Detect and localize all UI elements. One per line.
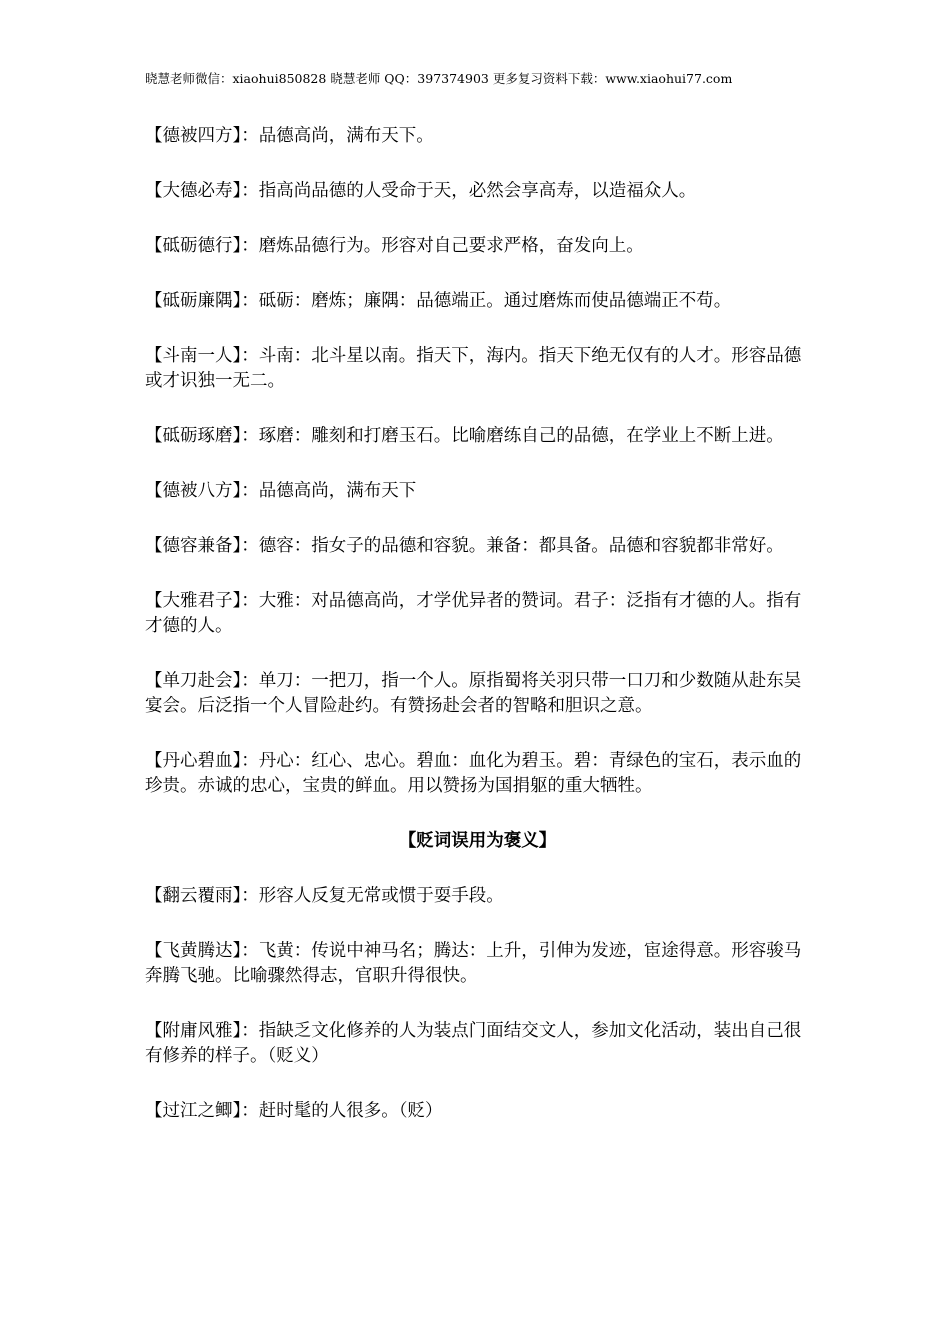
idiom-entry: 【德被八方】：品德高尚，满布天下 (145, 481, 417, 501)
idiom-entry: 【单刀赴会】：单刀：一把刀，指一个人。原指蜀将关羽只带一口刀和少数随从赴东吴宴会。后泛指一个人冒险赴约。有赞扬赴会者的智略和胆识之意。 (145, 671, 802, 716)
idiom-entry: 【砥砺琢磨】：琢磨：雕刻和打磨玉石。比喻磨练自己的品德，在学业上不断上进。 (145, 426, 784, 446)
idiom-entry: 【斗南一人】：斗南：北斗星以南。指天下，海内。指天下绝无仅有的人才。形容品德或才识独一无二。 (145, 346, 802, 391)
idiom-entry: 【丹心碧血】：丹心：红心、忠心。碧血：血化为碧玉。碧：青绿色的宝石，表示血的珍贵。赤诚的忠心，宝贵的鲜血。用以赞扬为国捐躯的重大牺牲。 (145, 751, 802, 796)
idiom-entry: 【附庸风雅】：指缺乏文化修养的人为装点门面结交文人，参加文化活动，装出自己很有修养的样子。（贬义） (145, 1021, 802, 1066)
idiom-entry: 【砥砺德行】：磨炼品德行为。形容对自己要求严格，奋发向上。 (145, 236, 644, 256)
idiom-entry: 【过江之鲫】：赶时髦的人很多。（贬） (145, 1101, 443, 1121)
idiom-entry: 【翻云覆雨】：形容人反复无常或惯于耍手段。 (145, 886, 504, 906)
idiom-entry: 【大德必寿】：指高尚品德的人受命于天，必然会享高寿，以造福众人。 (145, 181, 697, 201)
idiom-entry: 【飞黄腾达】：飞黄：传说中神马名；腾达：上升，引伸为发迹，宦途得意。形容骏马奔腾飞驰。比喻骤然得志，官职升得很快。 (145, 941, 802, 986)
idiom-entry: 【德容兼备】：德容：指女子的品德和容貌。兼备：都具备。品德和容貌都非常好。 (145, 536, 784, 556)
document-body (145, 124, 810, 1154)
section-title: 【贬词误用为褒义】 (398, 831, 557, 851)
idiom-entry: 【德被四方】：品德高尚，满布天下。 (145, 126, 434, 146)
idiom-entry: 【大雅君子】：大雅：对品德高尚，才学优异者的赞词。君子：泛指有才德的人。指有才德的人。 (145, 591, 802, 636)
idiom-entry: 【砥砺廉隅】：砥砺：磨炼；廉隅：品德端正。通过磨炼而使品德端正不苟。 (145, 291, 732, 311)
page-header: 晓慧老师微信：xiaohui850828 晓慧老师 QQ：397374903 更多复习资料下载：www.xiaohui77.com (145, 71, 733, 86)
